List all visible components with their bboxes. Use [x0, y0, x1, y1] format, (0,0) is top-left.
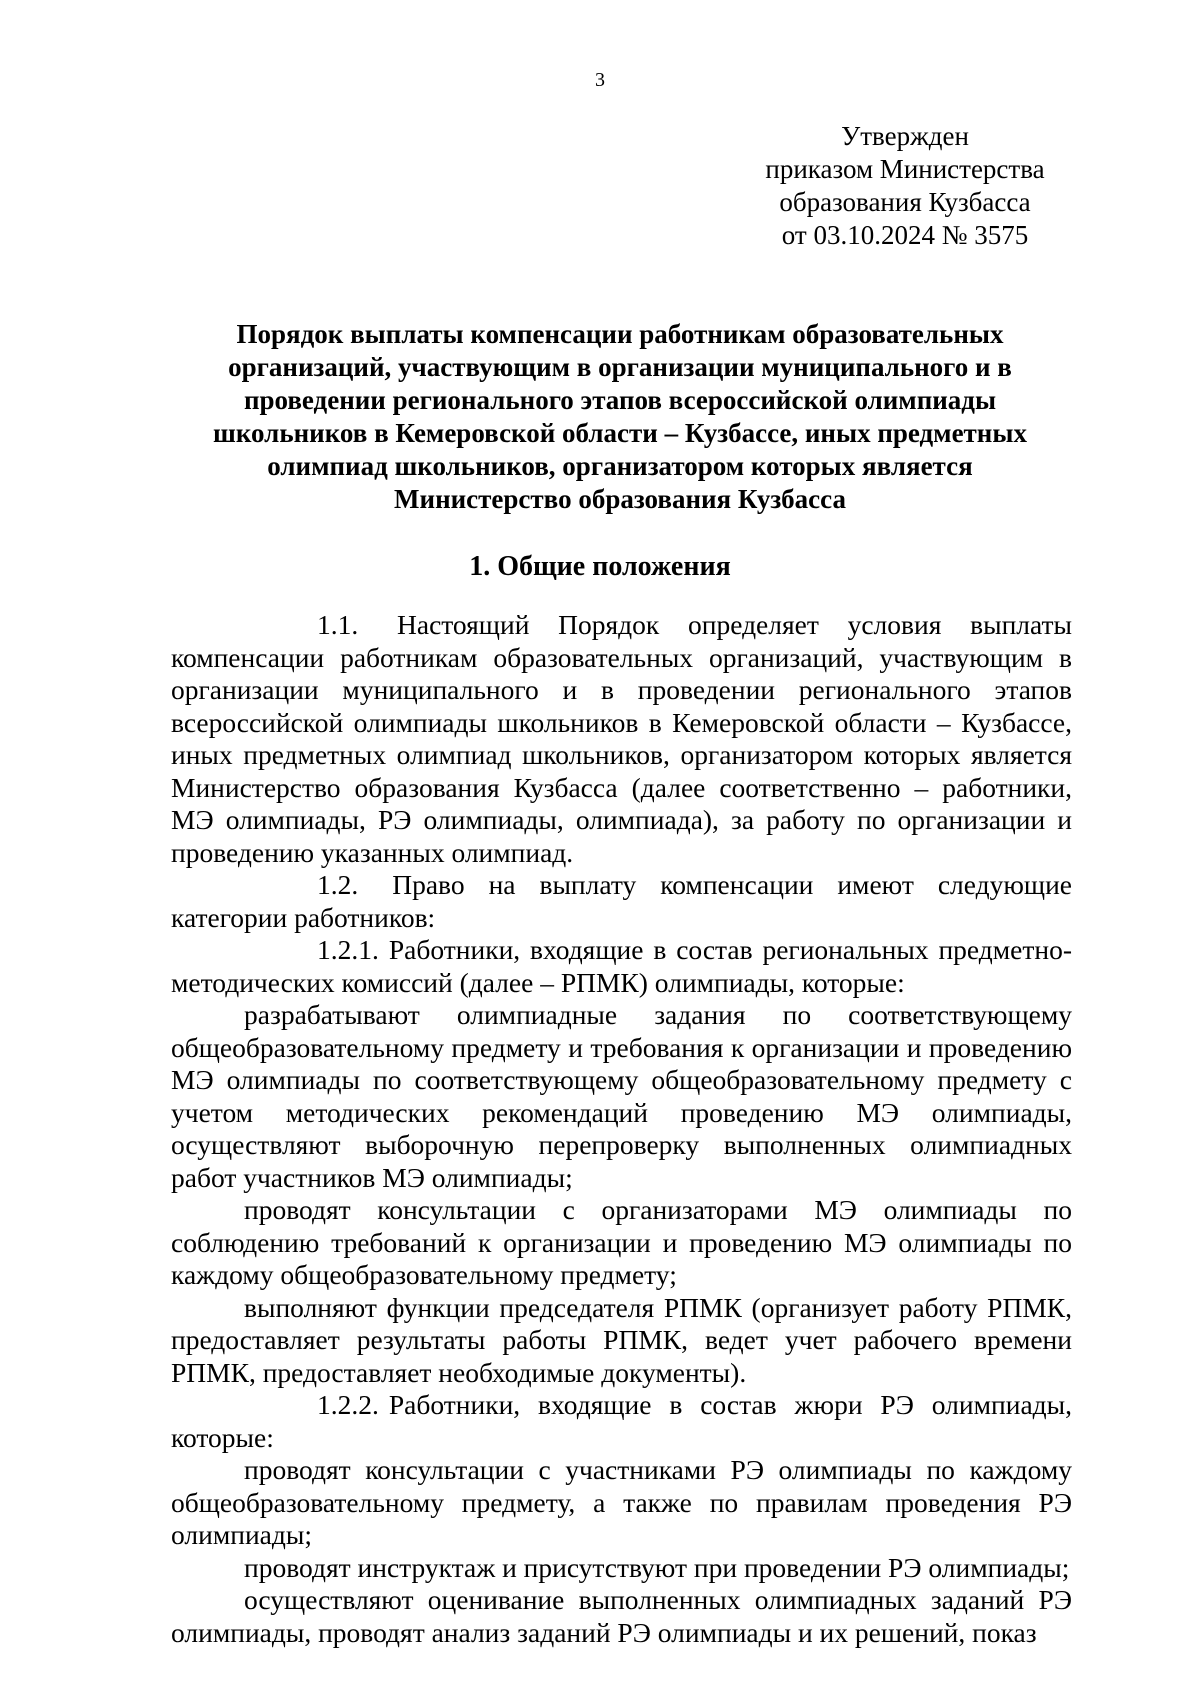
- title-line: олимпиад школьников, организатором которых является: [267, 451, 973, 481]
- paragraph-text: проводят консультации с участниками РЭ олимпиады по каждому общеобразовательному предмету, а также по правилам проведения РЭ олимпиады;: [171, 1454, 1072, 1550]
- paragraph-1-2-2: [171, 1389, 1072, 1454]
- clause-number: 1.1.: [317, 609, 359, 640]
- section-heading: 1. Общие положения: [469, 551, 731, 582]
- paragraph-text: Работники, входящие в состав региональных предметно-методических комиссий (далее – РПМК) олимпиады, которые:: [171, 934, 1072, 998]
- paragraph-text: Настоящий Порядок определяет условия выплаты компенсации работникам образовательных организаций, участвующим в организации муниципального и в проведении регионального этапов всероссийской олимпиады школьников в Кемеровской области – Кузбассе, иных предметных олимпиад школьников, организатором которых является Министерство образования Кузбасса (далее соответственно – работники, МЭ олимпиады, РЭ олимпиады, олимпиада), за работу по организации и проведению указанных олимпиад.: [171, 609, 1073, 868]
- paragraph-text: выполняют функции председателя РПМК (организует работу РПМК, предоставляет результаты работы РПМК, ведет учет рабочего времени РПМК, предоставляет необходимые документы).: [171, 1291, 1072, 1388]
- paragraph-item: [171, 1552, 1072, 1585]
- title-line: школьников в Кемеровской области – Кузбассе, иных предметных: [213, 418, 1027, 448]
- clause-number: 1.2.1.: [317, 934, 379, 965]
- body-text: [171, 609, 1072, 1649]
- clause-number: 1.2.2.: [317, 1389, 379, 1420]
- approval-line: приказом Министерства: [765, 154, 1045, 184]
- title-line: Порядок выплаты компенсации работникам образовательных: [236, 319, 1004, 349]
- approval-block: [740, 120, 1070, 252]
- paragraph-text: проводят инструктаж и присутствуют при проведении РЭ олимпиады;: [244, 1551, 1070, 1583]
- paragraph-1-2-1: [171, 934, 1072, 999]
- paragraph-1-2: [171, 869, 1072, 934]
- paragraph-text: Работники, входящие в состав жюри РЭ олимпиады, которые:: [171, 1389, 1072, 1453]
- page-number: 3: [595, 69, 605, 91]
- approval-line: Утвержден: [841, 121, 969, 151]
- paragraph-text: разрабатывают олимпиадные задания по соответствующему общеобразовательному предмету и требования к организации и проведению МЭ олимпиады по соответствующему общеобразовательному предмету с учетом методических рекомендаций проведению МЭ олимпиады, осуществляют выборочную перепроверку выполненных олимпиадных работ участников МЭ олимпиады;: [171, 999, 1072, 1193]
- paragraph-item: [171, 1194, 1072, 1292]
- paragraph-item: [171, 1292, 1072, 1390]
- clause-number: 1.2.: [317, 869, 359, 900]
- paragraph-1-1: [171, 609, 1072, 869]
- paragraph-text: проводят консультации с организаторами МЭ олимпиады по соблюдению требований к организации и проведению МЭ олимпиады по каждому общеобразовательному предмету;: [171, 1194, 1072, 1290]
- paragraph-item: [171, 999, 1072, 1194]
- paragraph-item: [171, 1454, 1072, 1552]
- approval-line: образования Кузбасса: [779, 187, 1031, 217]
- document-title: [165, 318, 1075, 516]
- approval-line: от 03.10.2024 № 3575: [781, 220, 1029, 250]
- paragraph-item: [171, 1584, 1072, 1649]
- title-line: Министерство образования Кузбасса: [394, 484, 846, 514]
- title-line: проведении регионального этапов всероссийской олимпиады: [243, 385, 997, 415]
- title-line: организаций, участвующим в организации муниципального и в: [228, 352, 1012, 382]
- paragraph-text: осуществляют оценивание выполненных олимпиадных заданий РЭ олимпиады, проводят анализ заданий РЭ олимпиады и их решений, показ: [171, 1584, 1072, 1648]
- paragraph-text: Право на выплату компенсации имеют следующие категории работников:: [171, 869, 1073, 933]
